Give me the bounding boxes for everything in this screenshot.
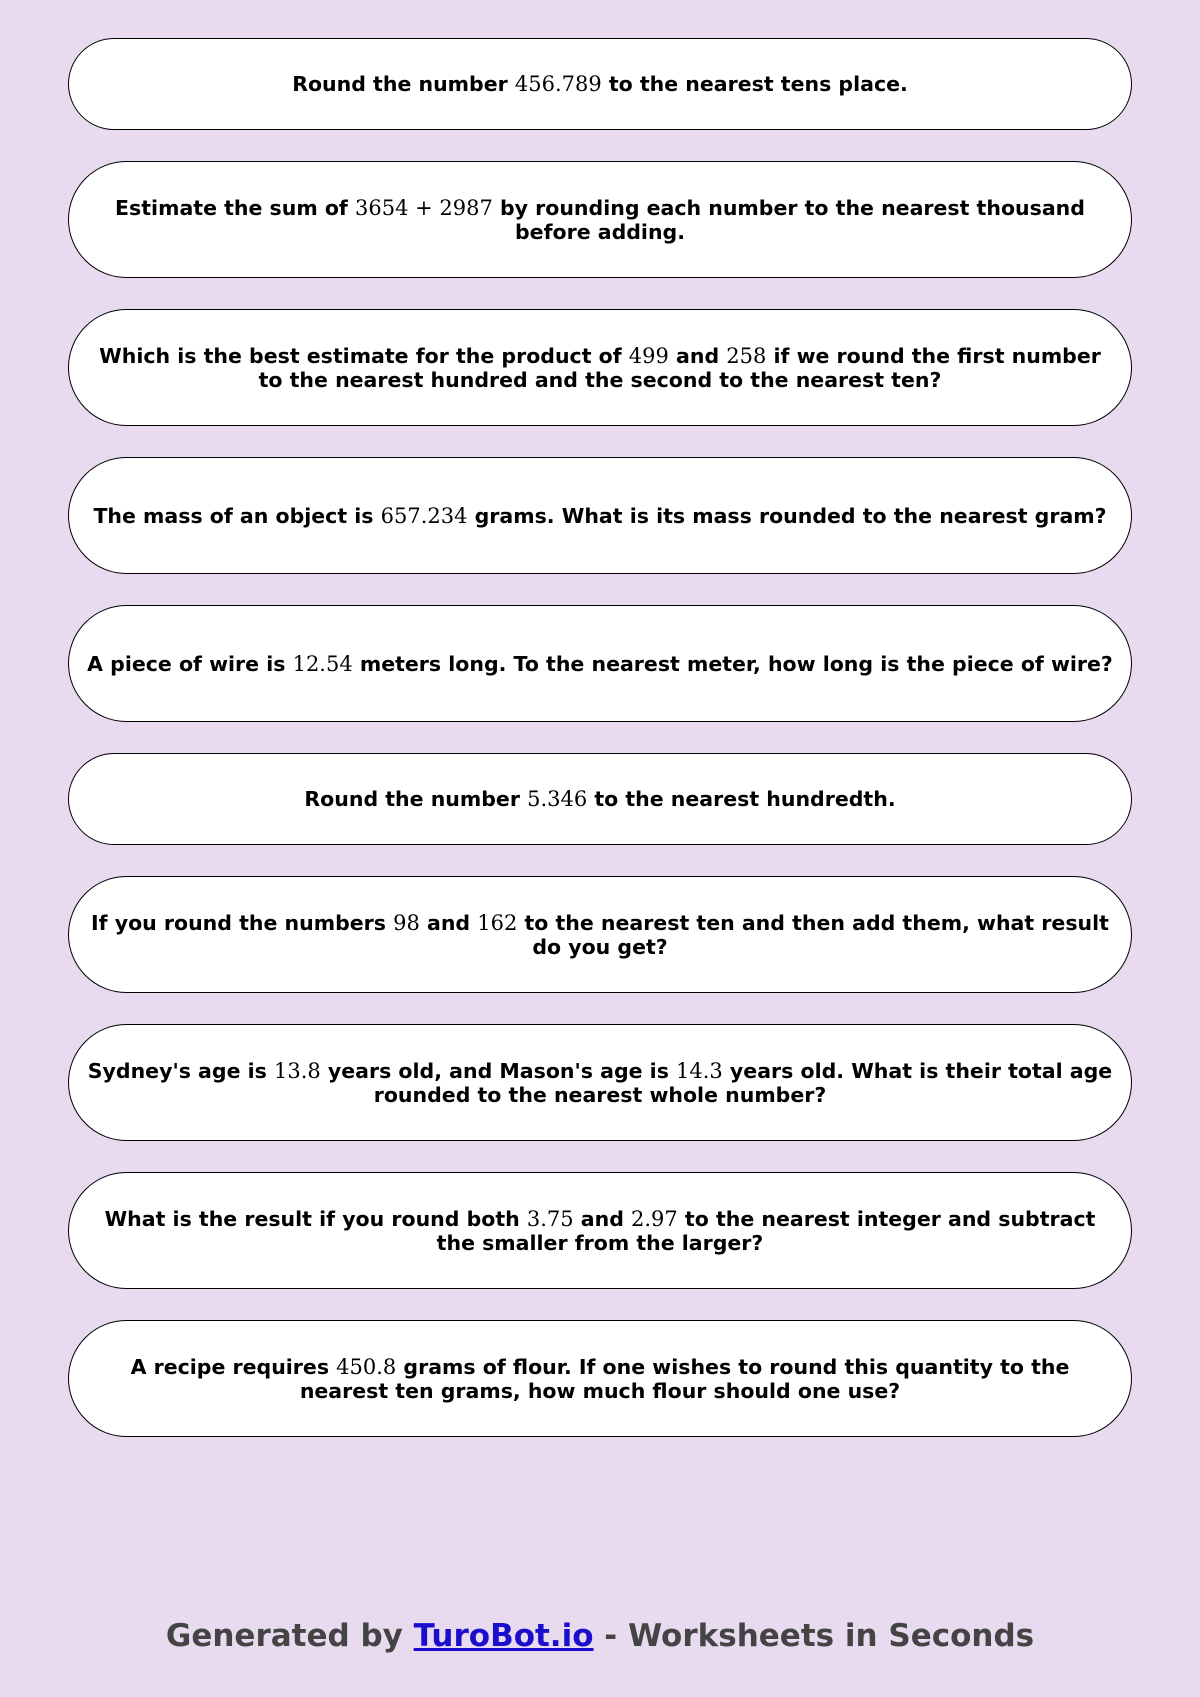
question-text bbox=[87, 1207, 1113, 1255]
question-text-segment: years old. What is their total age rounded to the nearest whole number? bbox=[373, 1058, 1113, 1107]
question-text bbox=[304, 787, 895, 811]
question-text-segment: grams of flour. If one wishes to round this quantity to the nearest ten grams, how much flour should one use? bbox=[299, 1354, 1070, 1403]
math-expression: 3.75 bbox=[526, 1206, 574, 1231]
question-text bbox=[93, 504, 1106, 528]
question-text-segment: What is the result if you round both bbox=[104, 1206, 527, 1231]
math-expression: 450.8 bbox=[336, 1354, 397, 1379]
question-card bbox=[68, 38, 1132, 130]
question-card bbox=[68, 309, 1132, 426]
math-expression: 14.3 bbox=[676, 1058, 723, 1083]
math-expression: 13.8 bbox=[273, 1058, 321, 1083]
question-text bbox=[292, 72, 908, 96]
question-text-segment: to the nearest ten and then add them, what result do you get? bbox=[517, 910, 1109, 959]
question-text-segment: grams. What is its mass rounded to the nearest gram? bbox=[467, 503, 1107, 528]
question-text bbox=[87, 1059, 1113, 1107]
question-text-segment: Which is the best estimate for the product of bbox=[99, 343, 629, 368]
question-text-segment: The mass of an object is bbox=[93, 503, 381, 528]
question-text-segment: and bbox=[573, 1206, 632, 1231]
math-expression: 456.789 bbox=[514, 72, 602, 96]
question-text-segment: A piece of wire is bbox=[87, 651, 293, 676]
question-text-segment: by rounding each number to the nearest thousand before adding. bbox=[492, 195, 1085, 244]
question-card bbox=[68, 753, 1132, 845]
question-text-segment: Round the number bbox=[292, 72, 515, 96]
question-text-segment: to the nearest hundredth. bbox=[587, 787, 896, 811]
question-card bbox=[68, 161, 1132, 278]
footer-suffix: - Worksheets in Seconds bbox=[593, 1618, 1035, 1654]
question-card bbox=[68, 457, 1132, 574]
math-expression: 98 bbox=[393, 910, 420, 935]
question-text-segment: if we round the first number to the nearest hundred and the second to the nearest ten? bbox=[258, 343, 1101, 392]
question-text bbox=[87, 196, 1113, 244]
question-text-segment: years old, and Mason's age is bbox=[320, 1058, 677, 1083]
math-expression: 12.54 bbox=[292, 651, 353, 676]
question-text-segment: to the nearest tens place. bbox=[601, 72, 908, 96]
question-text bbox=[87, 911, 1113, 959]
math-expression: 5.346 bbox=[527, 787, 588, 811]
math-expression: 657.234 bbox=[380, 503, 468, 528]
question-card bbox=[68, 1172, 1132, 1289]
turobot-link[interactable]: TuroBot.io bbox=[413, 1618, 594, 1654]
question-text-segment: Estimate the sum of bbox=[115, 195, 355, 220]
question-text-segment: meters long. To the nearest meter, how long is the piece of wire? bbox=[352, 651, 1113, 676]
question-text-segment: Sydney's age is bbox=[87, 1058, 274, 1083]
math-expression: 162 bbox=[477, 910, 518, 935]
question-text bbox=[87, 344, 1113, 392]
question-text-segment: and bbox=[419, 910, 478, 935]
question-text-segment: A recipe requires bbox=[130, 1354, 337, 1379]
question-list bbox=[68, 38, 1132, 1468]
question-card bbox=[68, 1024, 1132, 1141]
footer-prefix: Generated by bbox=[165, 1618, 414, 1654]
question-text bbox=[87, 652, 1113, 676]
footer bbox=[0, 1618, 1200, 1654]
math-expression: 499 bbox=[628, 343, 669, 368]
question-text-segment: to the nearest integer and subtract the smaller from the larger? bbox=[436, 1206, 1096, 1255]
question-card bbox=[68, 605, 1132, 722]
question-text bbox=[87, 1355, 1113, 1403]
question-text-segment: and bbox=[668, 343, 727, 368]
math-expression: 3654 + 2987 bbox=[354, 195, 493, 220]
math-expression: 258 bbox=[726, 343, 767, 368]
question-text-segment: Round the number bbox=[304, 787, 528, 811]
question-card bbox=[68, 1320, 1132, 1437]
math-expression: 2.97 bbox=[631, 1206, 678, 1231]
question-card bbox=[68, 876, 1132, 993]
question-text-segment: If you round the numbers bbox=[91, 910, 394, 935]
